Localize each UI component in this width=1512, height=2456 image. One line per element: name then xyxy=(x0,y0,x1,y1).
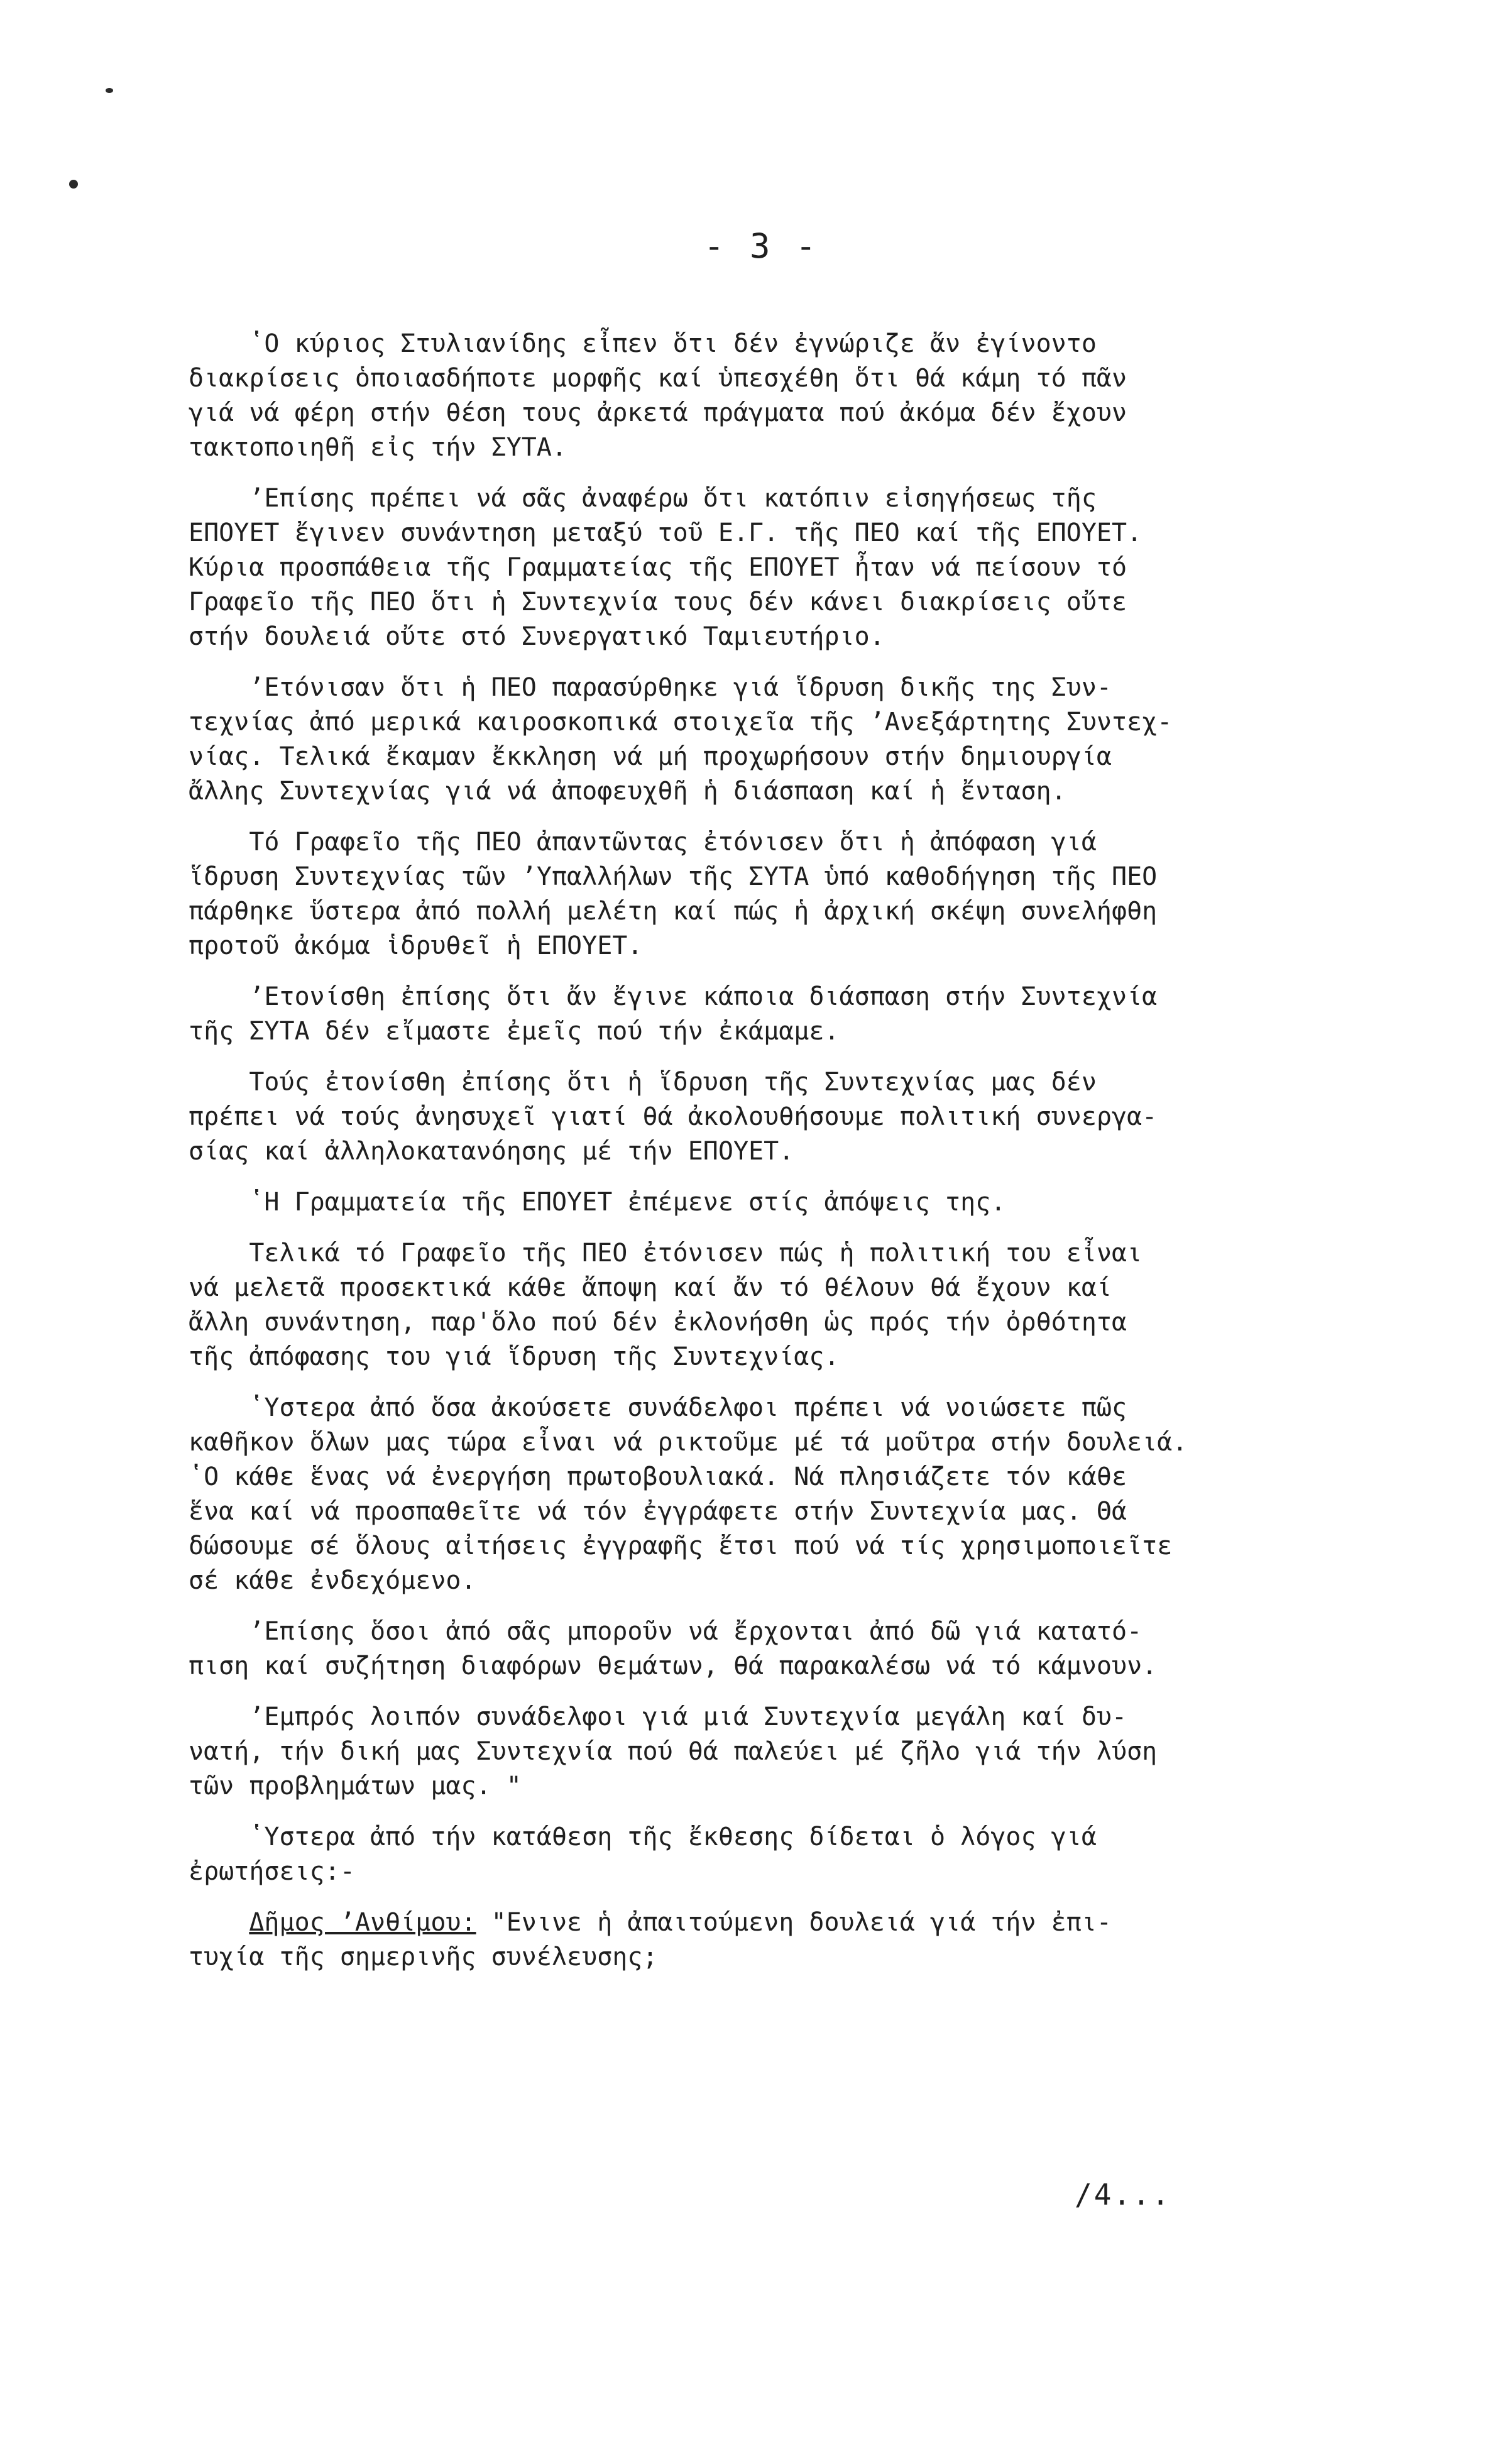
question-text-continued: τυχία τῆς σημερινῆς συνέλευσης; xyxy=(189,1943,658,1971)
paragraph: Τελικά τό Γραφεῖο τῆς ΠΕΟ ἐτόνισεν πώς ἡ πολιτική του εἶναι νά μελετᾶ προσεκτικά κάθε ἄποψη καί ἄν τό θέλουν θά ἔχουν καί ἄλλη συνάντηση, παρ'ὅλο πού δέν ἐκλονήσθη ὡς πρός τήν ὀρθότητα τῆς ἀπόφασης του γιά ἵδρυση τῆς Συντεχνίας. xyxy=(189,1239,1142,1371)
paragraph: ʽΥστερα ἀπό ὅσα ἀκούσετε συνάδελφοι πρέπει νά νοιώσετε πῶς καθῆκον ὅλων μας τώρα εἶναι νά ρικτοῦμε μέ τά μοῦτρα στήν δουλειά. ʽΟ κάθε ἕνας νά ἐνεργήση πρωτοβουλιακά. Νά πλησιάζετε τόν κάθε ἕνα καί νά προσπαθεῖτε νά τόν ἐγγράφετε στήν Συντεχνία μας. Θά δώσουμε σέ ὅλους αἰτήσεις ἐγγραφῆς ἔτσι πού νά τίς χρησιμοποιεῖτε σέ κάθε ἐνδεχόμενο. xyxy=(189,1393,1188,1595)
continuation-marker: /4... xyxy=(1075,2178,1171,2212)
paragraph: ʽΟ κύριος Στυλιανίδης εἶπεν ὅτι δέν ἐγνώριζε ἄν ἐγίνοντο διακρίσεις ὁποιασδήποτε μορφῆς καί ὑπεσχέθη ὅτι θά κάμη τό πᾶν γιά νά φέρη στήν θέση τους ἀρκετά πράγματα πού ἀκόμα δέν ἔχουν τακτοποιηθῆ εἰς τήν ΣΥΤΑ. xyxy=(189,329,1127,462)
margin-dot-mark xyxy=(69,180,78,189)
paragraph: Τό Γραφεῖο τῆς ΠΕΟ ἀπαντῶντας ἐτόνισεν ὅτι ἡ ἀπόφαση γιά ἵδρυση Συντεχνίας τῶν ʼΥπαλλήλων τῆς ΣΥΤΑ ὑπό καθοδήγηση τῆς ΠΕΟ πάρθηκε ὕστερα ἀπό πολλή μελέτη καί πώς ἡ ἀρχική σκέψη συνελήφθη προτοῦ ἀκόμα ἱδρυθεῖ ἡ ΕΠΟΥΕΤ. xyxy=(189,828,1158,960)
paragraph: ʼΕπίσης ὅσοι ἀπό σᾶς μποροῦν νά ἔρχονται ἀπό δῶ γιά κατατό- πιση καί συζήτηση διαφόρων θεμάτων, θά παρακαλέσω νά τό κάμνουν. xyxy=(189,1617,1158,1680)
paragraph: ʽΗ Γραμματεία τῆς ΕΠΟΥΕΤ ἐπέμενε στίς ἀπόψεις της. xyxy=(189,1188,1006,1217)
page-number: - 3 - xyxy=(704,226,819,266)
question-text: "Ενινε ἡ ἀπαιτούμενη δουλειά γιά τήν ἐπι- xyxy=(476,1908,1112,1937)
margin-dot-mark xyxy=(106,88,113,93)
paragraph: ʼΕπίσης πρέπει νά σᾶς ἀναφέρω ὅτι κατόπιν εἰσηγήσεως τῆς ΕΠΟΥΕΤ ἔγινεν συνάντηση μεταξύ τοῦ Ε.Γ. τῆς ΠΕΟ καί τῆς ΕΠΟΥΕΤ. Κύρια προσπάθεια τῆς Γραμματείας τῆς ΕΠΟΥΕΤ ἦταν νά πείσουν τό Γραφεῖο τῆς ΠΕΟ ὅτι ἡ Συντεχνία τους δέν κάνει διακρίσεις οὔτε στήν δουλειά οὔτε στό Συνεργατικό Ταμιευτήριο. xyxy=(189,484,1142,651)
paragraph: ʽΥστερα ἀπό τήν κατάθεση τῆς ἔκθεσης δίδεται ὁ λόγος γιά ἐρωτήσεις:- xyxy=(189,1823,1097,1886)
question-speaker: Δῆμος ʼΑνθίμου: xyxy=(249,1908,476,1937)
paragraph: Τούς ἐτονίσθη ἐπίσης ὅτι ἡ ἵδρυση τῆς Συντεχνίας μας δέν πρέπει νά τούς ἀνησυχεῖ γιατί θά ἀκολουθήσουμε πολιτική συνεργα- σίας καί ἀλληλοκατανόησης μέ τήν ΕΠΟΥΕΤ. xyxy=(189,1068,1158,1166)
paragraph: ʼΕτονίσθη ἐπίσης ὅτι ἄν ἔγινε κάποια διάσπαση στήν Συντεχνία τῆς ΣΥΤΑ δέν εἴμαστε ἐμεῖς πού τήν ἐκάμαμε. xyxy=(189,982,1158,1046)
report-body xyxy=(189,327,1357,1991)
question-paragraph xyxy=(189,1905,1357,1975)
paragraph: ʼΕμπρός λοιπόν συνάδελφοι γιά μιά Συντεχνία μεγάλη καί δυ- νατή, τήν δική μας Συντεχνία πού θά παλεύει μέ ζῆλο γιά τήν λύση τῶν προβλημάτων μας. " xyxy=(189,1702,1158,1801)
paragraph: ʼΕτόνισαν ὅτι ἡ ΠΕΟ παρασύρθηκε γιά ἵδρυση δικῆς της Συν- τεχνίας ἀπό μερικά καιροσκοπικά στοιχεῖα τῆς ʼΑνεξάρτητης Συντεχ- νίας. Τελικά ἔκαμαν ἔκκληση νά μή προχωρήσουν στήν δημιουργία ἄλλης Συντεχνίας γιά νά ἀποφευχθῆ ἡ διάσπαση καί ἡ ἔνταση. xyxy=(189,673,1173,806)
